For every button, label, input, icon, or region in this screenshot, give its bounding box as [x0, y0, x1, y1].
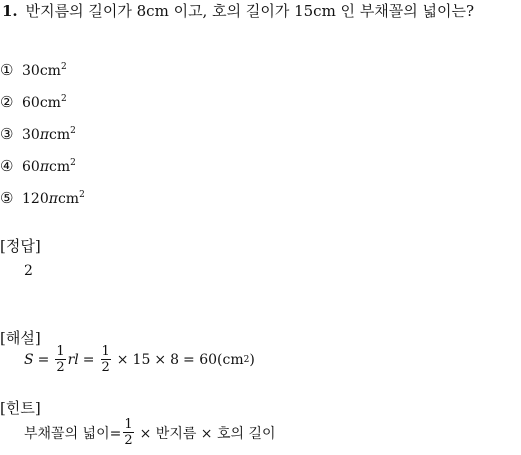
formula-equals-2: =: [82, 351, 95, 368]
formula-n1: 15: [132, 351, 151, 368]
answer-value: 2: [24, 263, 33, 279]
option-unit: cm: [39, 95, 61, 111]
option-unit: cm: [39, 63, 61, 79]
fraction-denominator: 2: [56, 360, 65, 375]
fraction-numerator: 1: [56, 344, 65, 359]
option-exponent: 2: [79, 190, 85, 200]
option-5[interactable]: [0, 188, 85, 209]
question-line: [2, 0, 474, 22]
option-exponent: 2: [70, 158, 76, 168]
option-pi: π: [39, 127, 50, 143]
fraction-denominator: 2: [101, 360, 110, 375]
formula-fraction-2: [101, 344, 111, 375]
explanation-formula: S = $\frac{1}{2}$ rl = $\frac{1}{2}$ × 15 × 8 = 60(cm 2 ): [24, 344, 255, 375]
option-pi: π: [48, 191, 58, 207]
option-marker: ①: [0, 61, 14, 79]
hint-label: [힌트]: [0, 399, 41, 417]
option-value: 30: [22, 127, 40, 143]
option-unit: cm: [49, 159, 71, 175]
fraction-numerator: 1: [101, 344, 110, 359]
formula-times-2: ×: [154, 351, 167, 368]
option-exponent: 2: [70, 126, 76, 136]
option-exponent: 2: [60, 94, 67, 104]
question-number: 1.: [2, 2, 18, 20]
formula-result: = 60(cm: [183, 351, 244, 368]
fraction-numerator: 1: [124, 417, 133, 432]
answer-label: [정답]: [0, 237, 41, 255]
option-marker: ②: [0, 93, 14, 111]
option-unit: cm: [49, 127, 71, 143]
option-4[interactable]: [0, 156, 76, 177]
hint-part-1: 부채꼴의 넓이=: [24, 425, 122, 442]
explanation-label: [해설]: [0, 329, 41, 347]
formula-n2: 8: [170, 351, 180, 368]
formula-rl: rl: [67, 351, 79, 368]
option-2[interactable]: [0, 92, 67, 113]
option-marker: ⑤: [0, 189, 14, 207]
option-1[interactable]: [0, 60, 67, 81]
hint-fraction: [123, 417, 133, 448]
formula-variable-s: S: [24, 351, 34, 368]
option-value: 30: [22, 63, 40, 79]
formula-fraction: [55, 344, 65, 375]
fraction-denominator: 2: [124, 433, 133, 448]
option-pi: π: [39, 159, 50, 175]
option-value: 120: [22, 191, 49, 207]
hint-part-2: × 반지름 × 호의 길이: [139, 425, 276, 442]
option-3[interactable]: [0, 124, 76, 145]
option-exponent: 2: [60, 62, 67, 72]
formula-equals: =: [37, 351, 50, 368]
formula-result-close: ): [249, 351, 255, 368]
option-marker: ④: [0, 157, 14, 175]
option-unit: cm: [57, 191, 80, 207]
hint-formula: [24, 417, 276, 448]
question-text: 반지름의 길이가 8cm 이고, 호의 길이가 15cm 인 부채꼴의 넓이는?: [25, 2, 475, 20]
option-value: 60: [22, 159, 40, 175]
formula-times: ×: [116, 351, 129, 368]
option-value: 60: [22, 95, 40, 111]
option-marker: ③: [0, 125, 14, 143]
